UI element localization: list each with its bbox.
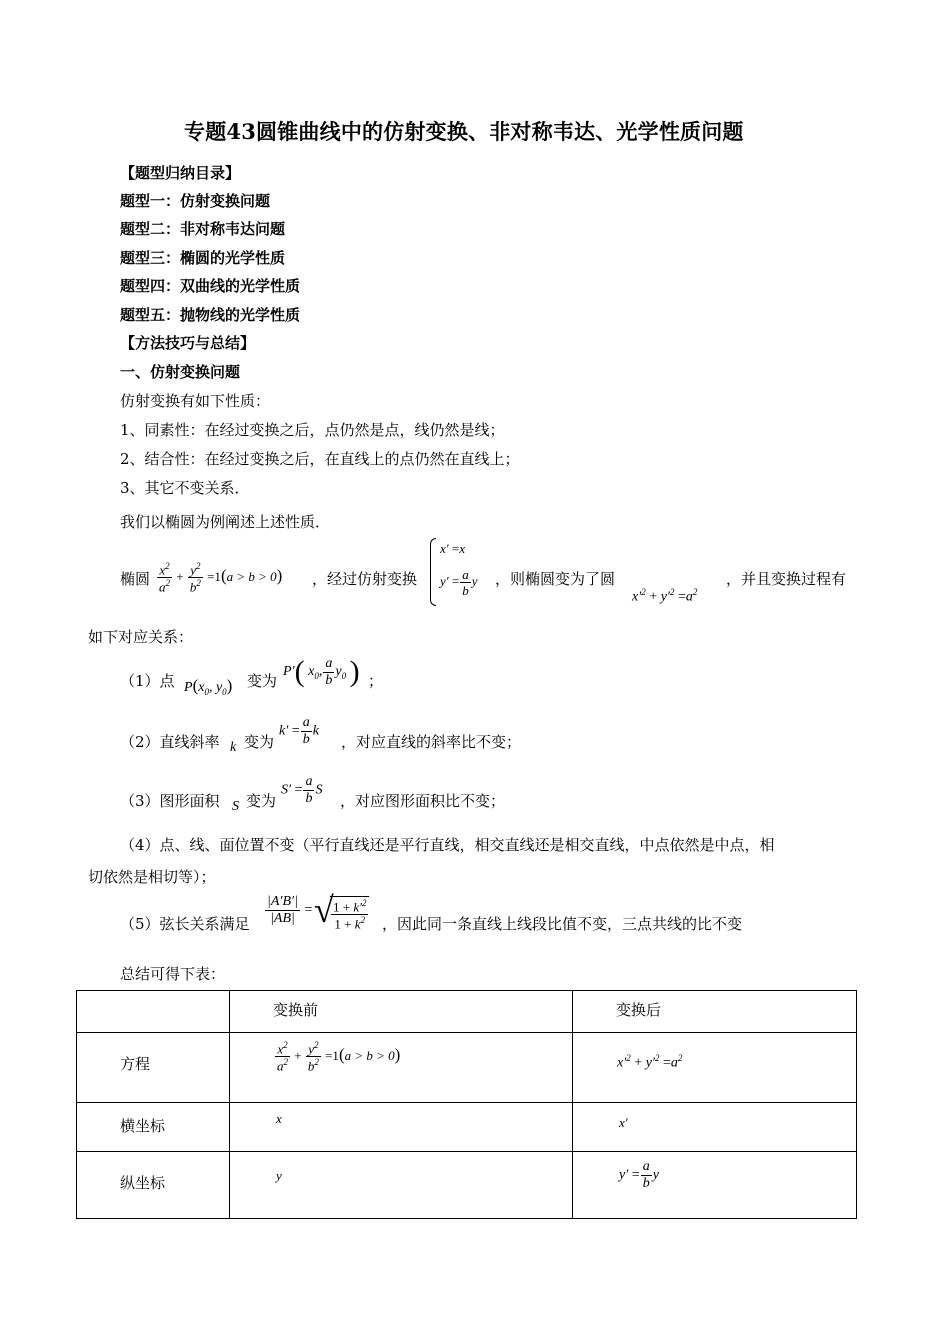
table-row [77,1033,857,1103]
x-after: x′ [619,1115,628,1130]
property-3: 3、其它不变关系． [120,479,250,497]
y-before: y [276,1168,282,1183]
point-p: $P(x_0$, $y_0$) [184,676,233,697]
toc-item-1: 题型一：仿射变换问题 [120,192,271,210]
ellipse-equation-table: $\frac{x^2}{a^2}$ + $\frac{y^2}{b^2}$ =1(a > b > 0) [277,1040,401,1074]
correspondence-5-end: ，因此同一条直线上线段比值不变，三点共线的比不变 [382,915,743,933]
table-row [77,1152,857,1219]
table-row [77,1103,857,1152]
summary-table [76,990,857,1219]
cell-equation-after [573,1033,857,1103]
row-label-abscissa: 横坐标 [77,1103,230,1152]
summary-intro: 总结可得下表： [120,965,226,983]
toc-item-4: 题型四：双曲线的光学性质 [120,277,301,295]
area-s-prime: S′ = $\frac{a}{b}$ S [281,774,323,806]
cell-ordinate-after [573,1152,857,1219]
table-header-cell [77,991,230,1033]
circle-equation-table: $x'^2 + y'^2 =a^2$ [617,1053,683,1071]
sqrt-radicand: $\frac{1 + k'^2}{1 + k^2}$ [330,896,369,931]
table-header-after: 变换后 [573,991,857,1033]
table-row [77,991,857,1033]
ellipse-equation: $\frac{x^2}{a^2}$ + $\frac{y^2}{b^2}$ =1(a > b > 0) [159,561,283,595]
correspondence-1-mid: 变为 [247,672,278,690]
correspondence-4-line2: 切依然是相切等）； [88,868,216,886]
cell-abscissa-after [573,1103,857,1152]
correspondence-5-label: （5）弦长关系满足 [120,915,250,933]
correspondence-1-end: ； [368,672,384,690]
point-p-prime: P′( $x_0$, $\frac{a}{b}$ $y_0$ ) [283,655,360,688]
toc-heading: 【题型归纳目录】 [120,164,241,182]
row-label-equation: 方程 [77,1033,230,1103]
table-header-before: 变换前 [230,991,573,1033]
correspondence-3-label: （3）图形面积 [120,792,220,810]
example-intro: 我们以椭圆为例阐述上述性质． [120,513,331,531]
sqrt-sign: √ [314,890,334,930]
x-before: x [276,1111,282,1126]
ellipse-label: 椭圆 [120,570,151,588]
transform-y: y′ = $\frac{a}{b}$ y [440,567,478,598]
property-2: 2、结合性：在经过变换之后，在直线上的点仍然在直线上； [120,450,520,468]
correspondence-1-label: （1）点 [120,672,175,690]
correspondence-3-end: ，对应图形面积比不变； [340,792,506,810]
toc-item-2: 题型二：非对称韦达问题 [120,220,286,238]
intro-text: 仿射变换有如下性质： [120,392,271,410]
cell-abscissa-before [230,1103,573,1152]
correspondence-3-mid: 变为 [246,792,277,810]
circle-text: ，则椭圆变为了圆 [495,570,616,588]
slope-k: k [230,740,237,755]
toc-item-5: 题型五：抛物线的光学性质 [120,306,301,324]
correspondence-2-mid: 变为 [244,733,275,751]
chord-ratio: $\frac{|A'B'|}{|AB|}$ = [267,894,313,926]
page-title: 专题43圆锥曲线中的仿射变换、非对称韦达、光学性质问题 [184,119,744,144]
section-heading: 一、仿射变换问题 [120,363,241,381]
transform-x: x′ =x [440,541,465,556]
transform-text: ，经过仿射变换 [312,570,418,588]
correspondence-4-line1: （4）点、线、面位置不变（平行直线还是平行直线，相交直线还是相交直线，中点依然是中点，相 [120,836,775,854]
ellipse-continued: 如下对应关系： [88,628,194,646]
correspondence-2-end: ，对应直线的斜率比不变； [341,733,522,751]
ellipse-tail: ，并且变换过程有 [726,570,847,588]
row-label-ordinate: 纵坐标 [77,1152,230,1219]
system-brace [430,538,436,606]
property-1: 1、同素性：在经过变换之后，点仍然是点，线仍然是线； [120,421,505,439]
circle-equation: $x'^2 + y'^2 =a^2$ [632,587,698,605]
toc-item-3: 题型三：椭圆的光学性质 [120,249,286,267]
cell-equation-before [230,1033,573,1103]
correspondence-2-label: （2）直线斜率 [120,733,220,751]
cell-ordinate-before [230,1152,573,1219]
slope-k-prime: k′ = $\frac{a}{b}$ k [279,715,319,747]
methods-heading: 【方法技巧与总结】 [120,334,256,352]
y-after: y′ = $\frac{a}{b}$ y [619,1159,659,1191]
area-s: S [232,799,239,814]
